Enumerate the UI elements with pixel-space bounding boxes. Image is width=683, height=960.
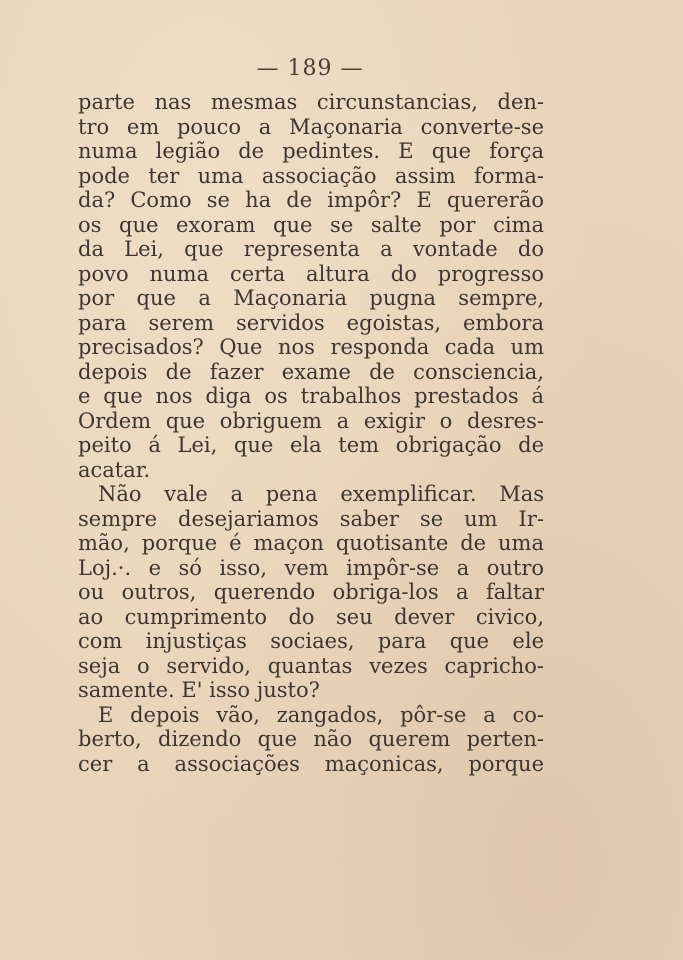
text-line: ou outros, querendo obriga-los a faltar <box>78 580 544 604</box>
text-line: pode ter uma associação assim forma- <box>78 163 544 188</box>
text-line: precisados? Que nos responda cada um <box>78 335 544 359</box>
text-line: numa legião de pedintes. E que força <box>78 139 544 163</box>
text-line: da Lei, que representa a vontade do <box>78 237 544 261</box>
text-line: por que a Maçonaria pugna sempre, <box>78 286 544 310</box>
text-line: seja o servido, quantas vezes capricho- <box>78 653 544 678</box>
text-line: com injustiças sociaes, para que ele <box>78 629 544 653</box>
text-line: samente. E' isso justo? <box>78 678 320 702</box>
text-line: tro em pouco a Maçonaria converte-se <box>78 114 544 139</box>
text-line: ao cumprimento do seu dever civico, <box>78 604 544 629</box>
text-line: sempre desejariamos saber se um Ir- <box>78 506 544 531</box>
body-text <box>78 90 544 776</box>
text-line: acatar. <box>78 457 151 482</box>
text-line: e que nos diga os trabalhos prestados á <box>78 384 544 408</box>
text-line: os que exoram que se salte por cima <box>78 212 544 237</box>
text-line: peito á Lei, que ela tem obrigação de <box>78 433 544 457</box>
text-line: berto, dizendo que não querem perten- <box>78 727 544 751</box>
text-line: Loj.·. e só isso, vem impôr-se a outro <box>78 555 544 580</box>
text-line: depois de fazer exame de consciencia, <box>78 359 544 384</box>
text-line: povo numa certa altura do progresso <box>78 261 544 286</box>
text-line: Ordem que obriguem a exigir o desres- <box>78 408 544 433</box>
text-line: da? Como se ha de impôr? E quererão <box>78 188 544 212</box>
text-line: mão, porque é maçon quotisante de uma <box>78 531 544 555</box>
text-line: para serem servidos egoistas, embora <box>78 310 544 335</box>
page-number: — 189 — <box>256 56 364 81</box>
text-line: cer a associações maçonicas, porque <box>78 751 544 776</box>
text-line: parte nas mesmas circunstancias, den- <box>78 90 544 114</box>
text-line: Não vale a pena exemplificar. Mas <box>98 482 544 506</box>
text-line: E depois vão, zangados, pôr-se a co- <box>98 702 544 727</box>
